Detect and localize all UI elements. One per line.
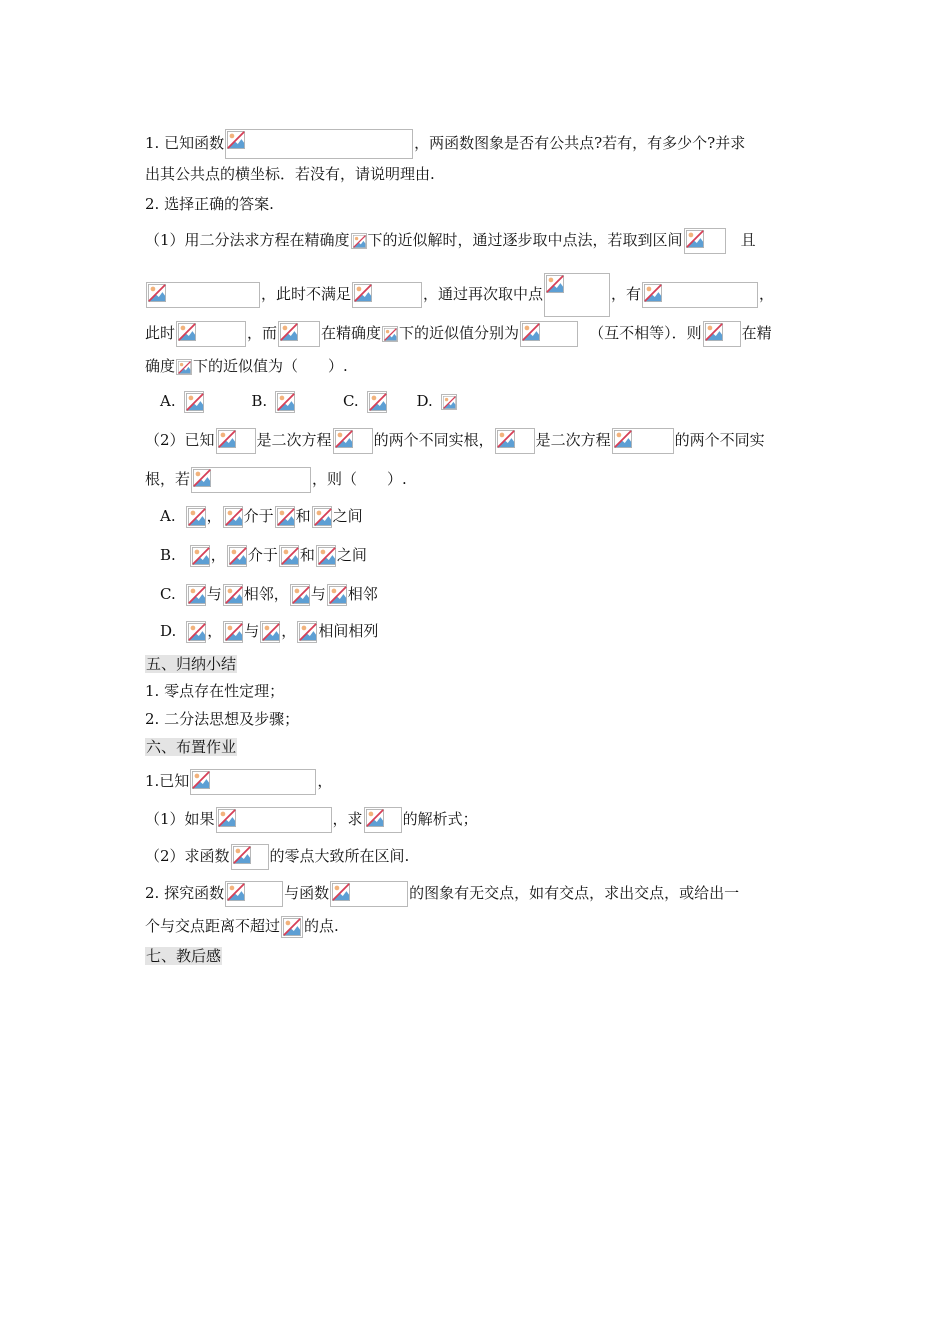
- question-1-line-1: [145, 129, 745, 159]
- text: 之间: [336, 546, 367, 564]
- text: 且: [740, 231, 756, 249]
- text: 在精: [741, 324, 772, 342]
- broken-image-icon: [327, 584, 347, 606]
- text: 和: [299, 546, 315, 564]
- question-2-part-1-line-4: [145, 356, 348, 376]
- question-2-part-1-options: [160, 391, 458, 413]
- broken-image-icon: [290, 584, 310, 606]
- broken-image-icon: [191, 467, 311, 493]
- option-label: B.: [160, 546, 176, 564]
- text: 是二次方程: [256, 431, 332, 449]
- text: 相邻: [347, 585, 378, 603]
- homework-2-line-1: [145, 881, 739, 907]
- text: 与函数: [284, 884, 330, 902]
- option-c-label: C.: [342, 392, 359, 410]
- homework-1-part-2: [145, 844, 409, 870]
- text: 下的近似解时，通过逐步取中点法，若取到区间: [367, 231, 683, 249]
- text: ，: [281, 622, 297, 640]
- text: 的解析式；: [402, 810, 478, 828]
- text: ，: [206, 507, 222, 525]
- text: 和: [295, 507, 311, 525]
- text: ，通过再次取中点: [423, 285, 544, 303]
- broken-image-icon: [544, 273, 610, 317]
- question-2-part-1-line-1: [145, 228, 756, 254]
- text: （1）用二分法求方程在精确度: [145, 231, 350, 249]
- option-label: C.: [160, 585, 176, 603]
- broken-image-icon: [367, 391, 387, 413]
- broken-image-icon: [520, 321, 578, 347]
- broken-image-icon: [260, 621, 280, 643]
- broken-image-icon: [275, 506, 295, 528]
- broken-image-icon: [703, 321, 741, 347]
- broken-image-icon: [176, 321, 246, 347]
- section-5-item-2: 2. 二分法思想及步骤；: [145, 710, 300, 728]
- text: （1）如果: [145, 810, 215, 828]
- broken-image-icon: [642, 282, 758, 308]
- broken-image-icon: [231, 844, 269, 870]
- option-d-label: D.: [416, 392, 433, 410]
- question-2-part-2-line-2: [145, 467, 407, 493]
- broken-image-icon: [382, 326, 398, 342]
- question-2-part-1-line-3: [145, 321, 772, 347]
- broken-image-icon: [176, 359, 192, 375]
- text: 与: [244, 622, 260, 640]
- text: （2）求函数: [145, 847, 230, 865]
- broken-image-icon: [333, 428, 373, 454]
- broken-image-icon: [186, 584, 206, 606]
- text: ，求: [332, 810, 363, 828]
- text: 的图象有无交点，如有交点，求出交点，或给出一: [409, 884, 740, 902]
- broken-image-icon: [495, 428, 535, 454]
- text: 下的近似值为（ ）.: [193, 357, 348, 375]
- broken-image-icon: [223, 584, 243, 606]
- text: ，: [317, 772, 333, 790]
- text: 的两个不同实: [674, 431, 765, 449]
- text: 此时: [145, 324, 176, 342]
- text: 个与交点距离不超过: [145, 917, 281, 935]
- broken-image-icon: [216, 428, 256, 454]
- text: 介于: [243, 507, 274, 525]
- broken-image-icon: [279, 545, 299, 567]
- option-label: D.: [160, 622, 177, 640]
- broken-image-icon: [364, 807, 402, 833]
- option-a-label: A.: [160, 392, 176, 410]
- question-1-line-2: 出其公共点的横坐标．若没有，请说明理由.: [145, 165, 435, 183]
- broken-image-icon: [186, 506, 206, 528]
- text: 是二次方程: [535, 431, 611, 449]
- text: 的零点大致所在区间.: [269, 847, 410, 865]
- text: ，: [210, 546, 226, 564]
- broken-image-icon: [297, 621, 317, 643]
- option-label: A.: [160, 507, 176, 525]
- broken-image-icon: [186, 621, 206, 643]
- broken-image-icon: [612, 428, 674, 454]
- broken-image-icon: [190, 769, 316, 795]
- text: 根，若: [145, 470, 191, 488]
- question-2-part-2-option-d: [160, 621, 378, 643]
- homework-1-part-1: [145, 807, 478, 833]
- text: 介于: [247, 546, 278, 564]
- broken-image-icon: [281, 916, 303, 938]
- broken-image-icon: [330, 881, 408, 907]
- text: 确度: [145, 357, 176, 375]
- broken-image-icon: [227, 545, 247, 567]
- broken-image-icon: [216, 807, 332, 833]
- text: ，有: [611, 285, 642, 303]
- broken-image-icon: [223, 506, 243, 528]
- text: ，: [759, 285, 775, 303]
- text: 下的近似值分别为: [399, 324, 520, 342]
- text: 与: [310, 585, 326, 603]
- section-title: 七、教后感: [146, 947, 222, 965]
- section-title: 六、布置作业: [146, 738, 237, 756]
- text: 的点.: [304, 917, 339, 935]
- text: （2）已知: [145, 431, 215, 449]
- broken-image-icon: [190, 545, 210, 567]
- homework-2-line-2: [145, 916, 339, 938]
- broken-image-icon: [684, 228, 726, 254]
- broken-image-icon: [278, 321, 320, 347]
- text: ，则（ ）.: [312, 470, 407, 488]
- question-2-part-2-line-1: [145, 428, 765, 454]
- text: ，此时不满足: [261, 285, 352, 303]
- text: 在精确度: [321, 324, 382, 342]
- broken-image-icon: [352, 282, 422, 308]
- text: （互不相等）．则: [589, 324, 702, 342]
- question-2-part-1-line-2: [145, 273, 774, 317]
- section-7-heading: [145, 946, 222, 966]
- text: ，: [207, 622, 223, 640]
- text: 已知函数: [164, 134, 225, 152]
- broken-image-icon: [225, 129, 413, 159]
- broken-image-icon: [223, 621, 243, 643]
- broken-image-icon: [351, 233, 367, 249]
- question-2-part-2-option-b: [160, 545, 367, 567]
- broken-image-icon: [225, 881, 283, 907]
- broken-image-icon: [146, 282, 260, 308]
- text: 相间相列: [318, 622, 379, 640]
- homework-1: [145, 769, 332, 795]
- option-b-label: B.: [251, 392, 268, 410]
- broken-image-icon: [441, 394, 457, 410]
- text: ，两函数图象是否有公共点?若有，有多少个?并求: [414, 134, 746, 152]
- question-2-part-2-option-a: [160, 506, 363, 528]
- text: 2. 探究函数: [145, 884, 225, 902]
- text: ，而: [247, 324, 278, 342]
- section-5-item-1: 1. 零点存在性定理；: [145, 682, 285, 700]
- section-6-heading: [145, 737, 237, 757]
- text: 相邻，: [243, 585, 289, 603]
- question-2-part-2-option-c: [160, 584, 378, 606]
- question-number: 1.: [145, 134, 160, 152]
- broken-image-icon: [184, 391, 204, 413]
- question-2-title: 2. 选择正确的答案.: [145, 195, 274, 213]
- broken-image-icon: [312, 506, 332, 528]
- broken-image-icon: [275, 391, 295, 413]
- text: 与: [206, 585, 222, 603]
- broken-image-icon: [316, 545, 336, 567]
- text: 1.已知: [145, 772, 190, 790]
- text: 的两个不同实根，: [373, 431, 494, 449]
- section-title: 五、归纳小结: [146, 655, 237, 673]
- text: 之间: [332, 507, 363, 525]
- section-5-heading: [145, 654, 237, 674]
